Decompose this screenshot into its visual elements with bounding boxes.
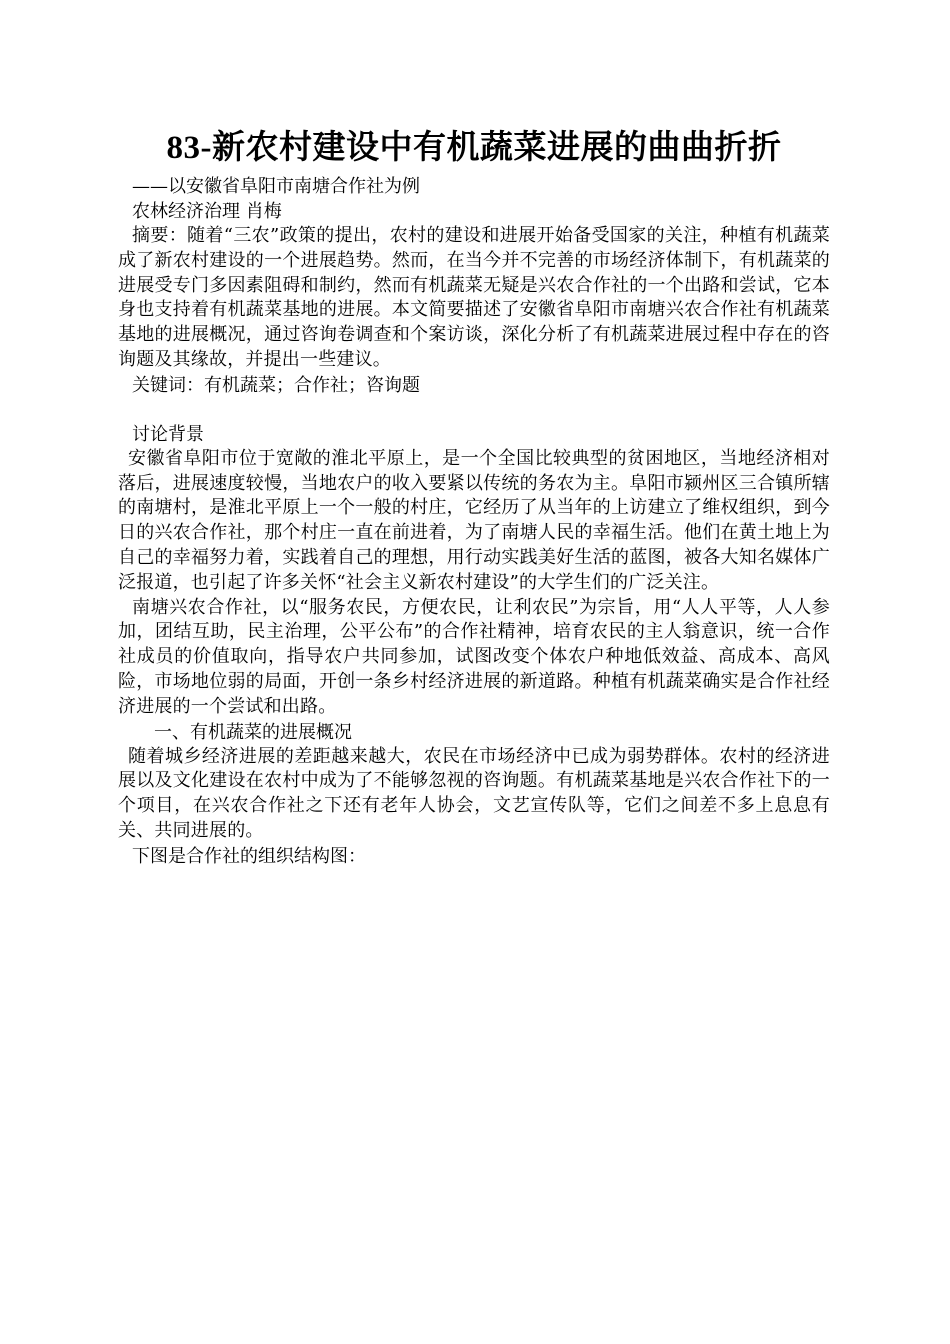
abstract-paragraph: 摘要：随着“三农”政策的提出，农村的建设和进展开始备受国家的关注，种植有机蔬菜成了新农村建设的一个进展趋势。然而，在当今并不完善的市场经济体制下，有机蔬菜的进展受专门多因素阻碍和制约，然而有机蔬菜无疑是兴农合作社的一个出路和尝试，它本身也支持着有机蔬菜基地的进展。本文简要描述了安徽省阜阳市南塘兴农合作社有机蔬菜基地的进展概况，通过咨询卷调查和个案访谈，深化分析了有机蔬菜进展过程中存在的咨询题及其缘故，并提出一些建议。	[118, 225, 830, 370]
document-title: 83-新农村建设中有机蔬菜进展的曲曲折折	[166, 130, 782, 166]
document-page	[118, 126, 830, 869]
background-paragraph-2: 南塘兴农合作社，以“服务农民，方便农民，让利农民”为宗旨，用“人人平等，人人参加，团结互助，民主治理，公平公布”的合作社精神，培育农民的主人翁意识，统一合作社成员的价值取向，指导农户共同参加，试图改变个体农户种地低效益、高成本、高风险，市场地位弱的局面，开创一条乡村经济进展的新道路。种植有机蔬菜确实是合作社经济进展的一个尝试和出路。	[118, 596, 830, 717]
keywords-line: 关键词：有机蔬菜；合作社；咨询题	[132, 374, 420, 396]
background-heading: 讨论背景	[132, 423, 204, 445]
section-1-heading: 一、有机蔬菜的进展概况	[154, 721, 352, 743]
background-paragraph-1: 安徽省阜阳市位于宽敞的淮北平原上，是一个全国比较典型的贫困地区，当地经济相对落后，进展速度较慢，当地农户的收入要紧以传统的务农为主。阜阳市颍州区三合镇所辖的南塘村，是淮北平原上一个一般的村庄，它经历了从当年的上访建立了维权组织，到今日的兴农合作社，那个村庄一直在前进着，为了南塘人民的幸福生活。他们在黄土地上为自己的幸福努力着，实践着自己的理想，用行动实践美好生活的蓝图，被各大知名媒体广泛报道，也引起了许多关怀“社会主义新农村建设”的大学生们的广泛关注。	[118, 447, 830, 593]
section-1-paragraph-2: 下图是合作社的组织结构图：	[132, 845, 366, 867]
blank-line	[118, 398, 830, 422]
author-line: 农林经济治理 肖梅	[132, 201, 282, 222]
document-subtitle: ——以安徽省阜阳市南塘合作社为例	[132, 176, 420, 197]
section-1-paragraph-1: 随着城乡经济进展的差距越来越大，农民在市场经济中已成为弱势群体。农村的经济进展以及文化建设在农村中成为了不能够忽视的咨询题。有机蔬菜基地是兴农合作社下的一个项目，在兴农合作社之下还有老年人协会，文艺宣传队等，它们之间差不多上息息有关、共同进展的。	[118, 745, 830, 841]
